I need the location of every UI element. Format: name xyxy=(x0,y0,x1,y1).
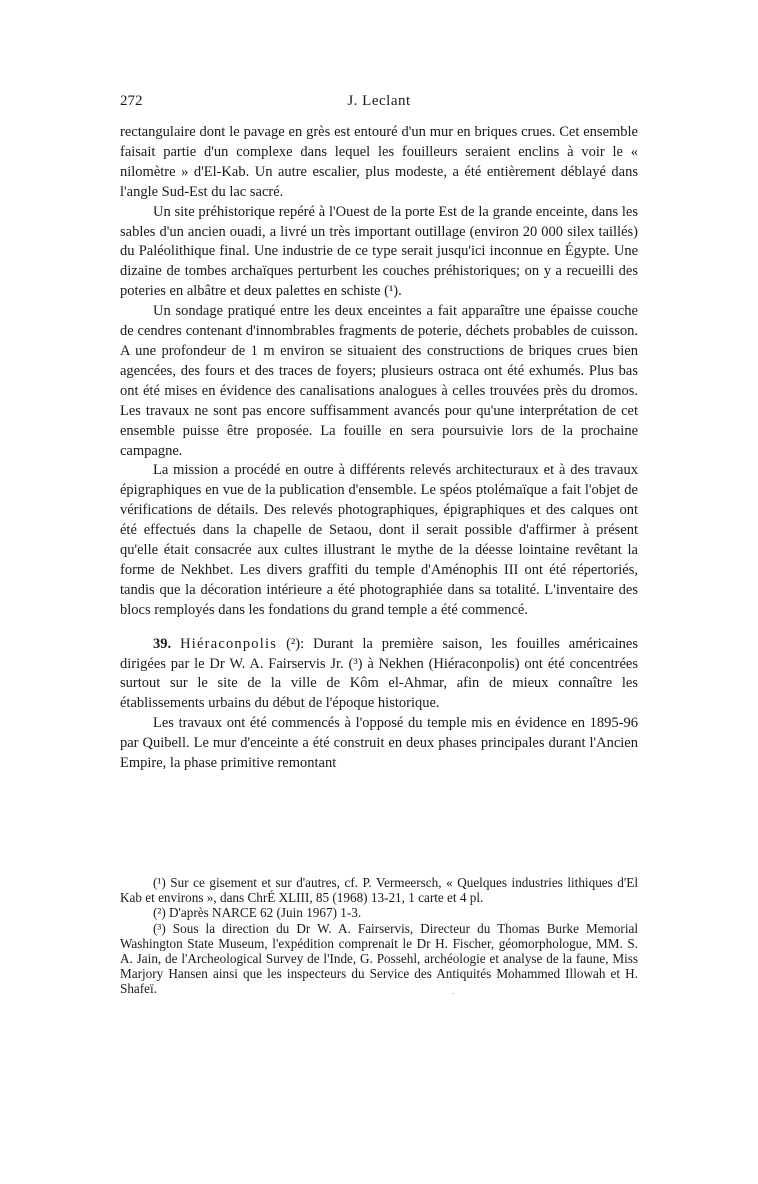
section-site-name: Hiéraconpolis xyxy=(180,635,278,652)
footnote-3: (³) Sous la direction du Dr W. A. Fairservis, Directeur du Thomas Burke Memorial Washington State Museum, l'expédition comprenait le Dr H. Fischer, géomorphologue, MM. S. A. Jain, de l'Archeological Survey de l'Inde, G. Possehl, archéologie et analyse de la faune, Miss Marjory Hansen ainsi que les inspecteurs du Service des Antiquités Mohammed Illowah et H. Shafeï. xyxy=(120,920,638,997)
footnote-1: (¹) Sur ce gisement et sur d'autres, cf. P. Vermeersch, « Quelques industries lithiques d'El Kab et environs », dans ChrÉ XLIII, 85 (1968) 13-21, 1 carte et 4 pl. xyxy=(120,875,638,906)
section-number: 39. xyxy=(153,635,172,652)
main-text xyxy=(120,123,638,774)
running-head-author: J. Leclant xyxy=(347,93,411,109)
page-number: 272 xyxy=(120,93,143,109)
paragraph-releves: La mission a procédé en outre à différents relevés architecturaux et à des travaux épigraphiques en vue de la publication d'ensemble. Le spéos ptolémaïque a fait l'objet de vérifications de détails. Des relevés photographiques, épigraphiques et des calques ont été effectués dans la chapelle de Setaou, dont il serait possible d'affirmer à présent qu'elle était consacrée aux cultes illustrant le mythe de la déesse lointaine revêtant la forme de Nekhbet. Les divers graffiti du temple d'Aménophis III ont été répertoriés, tandis que la décoration intérieure a été photographiée dans sa totalité. L'inventaire des blocs remployés dans les fondations du grand temple a été commencé. xyxy=(120,462,638,618)
paragraph-sondage: Un sondage pratiqué entre les deux enceintes a fait apparaître une épaisse couche de cendres contenant d'innombrables fragments de poterie, déchets probables de cuisson. A une profondeur de 1 m environ se situaient des constructions de briques crues bien agencées, des fours et des traces de foyers; plusieurs ostraca ont été exhumés. Plus bas ont été mises en évidence des canalisations analogues à celles trouvées près du dromos. Les travaux ne sont pas encore suffisamment avancés pour qu'une interprétation de cet ensemble puisse être proposée. La fouille en sera poursuivie lors de la prochaine campagne. xyxy=(120,303,638,459)
paragraph-prehistoric-site: Un site préhistorique repéré à l'Ouest de la porte Est de la grande enceinte, dans les sables d'un ancien ouadi, a livré un très important outillage (environ 20 000 silex taillés) du Paléolithique final. Une industrie de ce type serait jusqu'ici inconnue en Égypte. Une dizaine de tombes archaïques perturbent les couches préhistoriques; on y a recueilli des poteries en albâtre et deux palettes en schiste (¹). xyxy=(120,203,638,300)
footnotes xyxy=(120,875,638,997)
paragraph-nilometre: rectangulaire dont le pavage en grès est entouré d'un mur en briques crues. Cet ensemble faisait partie d'un complexe dans lequel les fouilleurs seraient enclins à voir le « nilomètre » d'El-Kab. Un autre escalier, plus modeste, a été entièrement déblayé dans l'angle Sud-Est du lac sacré. xyxy=(120,124,638,200)
section-39-text: (²): Durant la première saison, les fouilles américaines dirigées par le Dr W. A. Fairservis Jr. (³) à Nekhen (Hiéraconpolis) ont été concentrées surtout sur le site de la ville de Kôm el-Ahmar, afin de mieux connaître les établissements urbains du début de l'époque historique. xyxy=(120,635,639,712)
section-39-paragraph xyxy=(120,635,638,715)
stray-mark xyxy=(452,993,454,994)
paragraph-travaux: Les travaux ont été commencés à l'opposé du temple mis en évidence en 1895-96 par Quibell. Le mur d'enceinte a été construit en deux phases principales durant l'Ancien Empire, la phase primitive remontant xyxy=(120,715,638,772)
page-header xyxy=(120,93,638,115)
footnote-2: (²) D'après NARCE 62 (Juin 1967) 1-3. xyxy=(153,905,362,921)
